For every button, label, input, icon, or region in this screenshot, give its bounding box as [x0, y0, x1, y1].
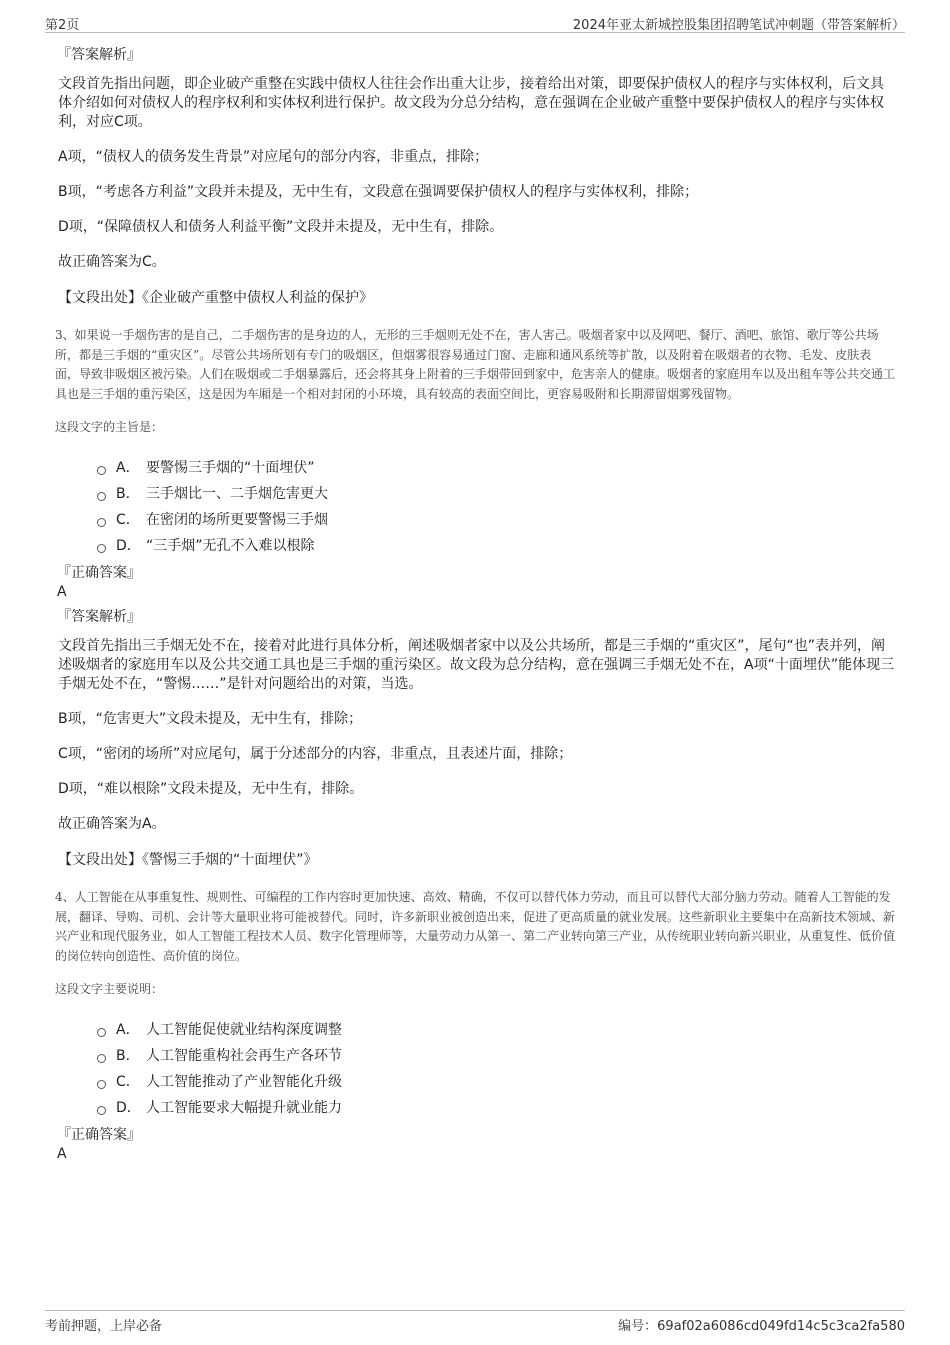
- option-letter: D．: [116, 1100, 141, 1116]
- footer-slogan: 考前押题，上岸必备: [45, 1319, 163, 1334]
- option-b[interactable]: [97, 1043, 895, 1069]
- option-letter: B．: [116, 1048, 140, 1064]
- page-header: [45, 12, 905, 33]
- option-text: 要警惕三手烟的“十面埋伏”: [146, 460, 315, 476]
- analysis-paragraph: 文段首先指出问题，即企业破产重整在实践中债权人往往会作出重大让步，接着给出对策，即要保护债权人的程序与实体权利，后文具体介绍如何对债权人的程序权利和实体权利进行保护。故文段为分总分结构，意在强调在企业破产重整中要保护债权人的程序与实体权利，对应C项。: [58, 76, 884, 130]
- option-text: 人工智能重构社会再生产各环节: [146, 1048, 342, 1064]
- radio-icon[interactable]: [97, 1080, 106, 1089]
- option-c[interactable]: [97, 507, 895, 533]
- option-letter: A．: [116, 1022, 140, 1038]
- option-text: 人工智能促使就业结构深度调整: [146, 1022, 342, 1038]
- option-text: 人工智能要求大幅提升就业能力: [146, 1100, 342, 1116]
- option-d[interactable]: [97, 1095, 895, 1121]
- correct-answer-label: 『正确答案』: [57, 565, 141, 581]
- analysis-paragraph: 故正确答案为C。: [58, 254, 166, 270]
- page-number: 第2页: [45, 18, 80, 33]
- option-letter: A．: [116, 460, 140, 476]
- option-text: 在密闭的场所更要警惕三手烟: [146, 512, 328, 528]
- question-4-prompt: 这段文字主要说明：: [55, 982, 164, 996]
- question-4-options: [97, 1017, 895, 1121]
- question-3-options: [97, 455, 895, 559]
- analysis-paragraph: 文段首先指出三手烟无处不在，接着对此进行具体分析，阐述吸烟者家中以及公共场所，都是三手烟的“重灾区”，尾句“也”表并列，阐述吸烟者的家庭用车以及公共交通工具也是三手烟的重污染区。故文段为总分结构，意在强调三手烟无处不在，A项“十面埋伏”能体现三手烟无处不在，“警惕……”是针对问题给出的对策，当选。: [58, 638, 895, 692]
- option-text: 人工智能推动了产业智能化升级: [146, 1074, 342, 1090]
- analysis-paragraph: D项，“保障债权人和债务人利益平衡”文段并未提及，无中生有，排除。: [58, 219, 504, 235]
- radio-icon[interactable]: [97, 492, 106, 501]
- analysis-label: 『答案解析』: [57, 609, 141, 625]
- correct-answer-value: A: [57, 584, 67, 600]
- correct-answer-value: A: [57, 1146, 67, 1162]
- analysis-paragraph: C项，“密闭的场所”对应尾句，属于分述部分的内容，非重点，且表述片面，排除；: [58, 746, 573, 762]
- option-letter: D．: [116, 538, 141, 554]
- document-body: [55, 45, 895, 1169]
- radio-icon[interactable]: [97, 466, 106, 475]
- option-letter: C．: [116, 1074, 140, 1090]
- source-citation: 【文段出处】《企业破产重整中债权人利益的保护》: [58, 290, 373, 306]
- option-letter: B．: [116, 486, 140, 502]
- correct-answer-label: 『正确答案』: [57, 1127, 141, 1143]
- analysis-paragraph: D项，“难以根除”文段未提及，无中生有，排除。: [58, 781, 364, 797]
- option-text: 三手烟比一、二手烟危害更大: [146, 486, 328, 502]
- option-a[interactable]: [97, 455, 895, 481]
- option-text: “三手烟”无孔不入难以根除: [146, 538, 315, 554]
- option-c[interactable]: [97, 1069, 895, 1095]
- analysis-paragraph: A项，“债权人的债务发生背景”对应尾句的部分内容，非重点，排除；: [58, 149, 489, 165]
- analysis-paragraph: B项，“危害更大”文段未提及，无中生有，排除；: [58, 711, 363, 727]
- analysis-paragraph: 故正确答案为A。: [58, 816, 166, 832]
- question-4-text: 4、人工智能在从事重复性、规则性、可编程的工作内容时更加快速、高效、精确，不仅可以替代体力劳动，而且可以替代大部分脑力劳动。随着人工智能的发展，翻译、导购、司机、会计等大量职业将可能被替代。同时，许多新职业被创造出来，促进了更高质量的就业发展。这些新职业主要集中在高新技术领域、新兴产业和现代服务业，如人工智能工程技术人员、数字化管理师等，大量劳动力从第一、第二产业转向第三产业，从传统职业转向新兴职业，从重复性、低价值的岗位转向创造性、高价值的岗位。: [55, 890, 896, 963]
- option-b[interactable]: [97, 481, 895, 507]
- question-3-prompt: 这段文字的主旨是：: [55, 420, 164, 434]
- source-citation: 【文段出处】《警惕三手烟的“十面埋伏”》: [58, 852, 318, 868]
- analysis-label: 『答案解析』: [57, 47, 141, 63]
- question-3-text: 3、如果说一手烟伤害的是自己，二手烟伤害的是身边的人，无形的三手烟则无处不在，害人害己。吸烟者家中以及网吧、餐厅、酒吧、旅馆、歌厅等公共场所，都是三手烟的“重灾区”。尽管公共场所划有专门的吸烟区，但烟雾很容易通过门窗、走廊和通风系统等扩散，以及附着在吸烟者的衣物、毛发、皮肤表面，导致非吸烟区被污染。人们在吸烟或二手烟暴露后，还会将其身上附着的三手烟带回到家中，危害亲人的健康。吸烟者的家庭用车以及出租车等公共交通工具也是三手烟的重污染区，这是因为车厢是一个相对封闭的小环境，具有较高的表面空间比，更容易吸附和长期滞留烟雾残留物。: [55, 328, 896, 401]
- option-a[interactable]: [97, 1017, 895, 1043]
- radio-icon[interactable]: [97, 1054, 106, 1063]
- document-id: 编号：69af02a6086cd049fd14c5c3ca2fa580: [618, 1319, 905, 1334]
- page-footer: [45, 1310, 905, 1333]
- radio-icon[interactable]: [97, 1028, 106, 1037]
- radio-icon[interactable]: [97, 544, 106, 553]
- option-d[interactable]: [97, 533, 895, 559]
- analysis-paragraph: B项，“考虑各方利益”文段并未提及，无中生有，文段意在强调要保护债权人的程序与实体权利，排除；: [58, 184, 699, 200]
- document-title: 2024年亚太新城控股集团招聘笔试冲刺题（带答案解析）: [572, 18, 905, 33]
- option-letter: C．: [116, 512, 140, 528]
- radio-icon[interactable]: [97, 1106, 106, 1115]
- radio-icon[interactable]: [97, 518, 106, 527]
